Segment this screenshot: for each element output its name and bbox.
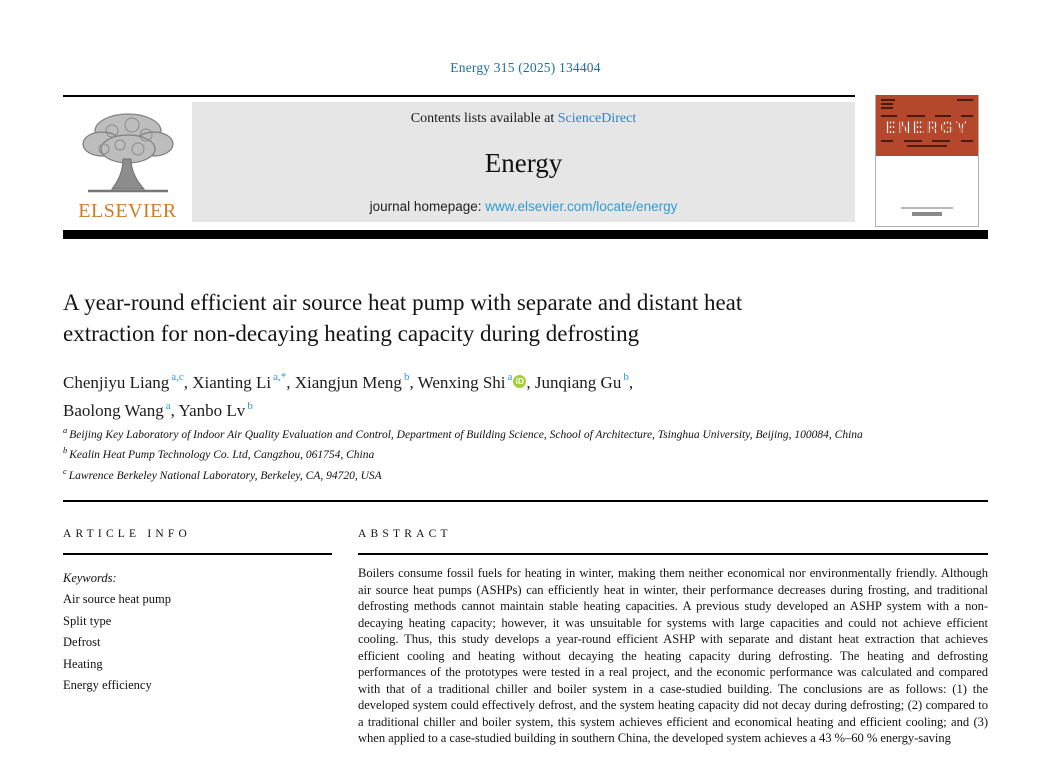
journal-homepage-link[interactable]: www.elsevier.com/locate/energy [485, 199, 678, 214]
author-superscript: a [165, 399, 171, 412]
journal-banner [192, 102, 855, 222]
elsevier-logo [63, 98, 192, 222]
author: Xianting Li $^{a,*}$, [192, 371, 295, 392]
author: Junqiang Gu $^b$, [534, 371, 634, 392]
article-info-heading: ARTICLE INFO [63, 528, 191, 540]
elsevier-wordmark: ELSEVIER [78, 200, 177, 222]
journal-citation-header: Energy 315 (2025) 134404 [450, 60, 601, 75]
contents-lists-text: Contents lists available at [410, 111, 558, 126]
author: Baolong Wang $^a$, [63, 399, 179, 421]
keyword-item: Heating [63, 656, 103, 671]
keyword-item: Air source heat pump [63, 592, 171, 606]
cover-topic-words-row [881, 115, 973, 117]
cover-tagline-bar [907, 145, 947, 147]
abstract-text: Boilers consume fossil fuels for heating in winter, making them neither economical nor environmentally friendly. Although air source heat pumps (ASHPs) can efficiently heat in winter, their performance decreases during frosting, and traditional defrosting methods cannot maintain stable heating capacities. A previous study developed an ASHP system with a non-decaying heating capacity; however, it was unsuitable for systems with large capacities and could not achieve efficient cooling. Thus, this study develops a year-round efficient ASHP with separate and distant heat extraction that achieves efficient cooling and heating without decaying the heating capacity during defrosting. The heating and defrosting performances of the prototypes were tested in a real project, and the economic performance was calculated and compared with that of a traditional chiller and boiler system in a case-studied building. The conclusions are as follows: (1) the developed system could effectively defrost, and the system heating capacity did not decay during defrosting; (2) compared to a traditional chiller and boiler system, this system achieves efficient and economical heating and efficient cooling; and (3) when applied to a case-studied building in southern China, the developed system achieves a 43 %–60 % energy-saving [358, 566, 988, 745]
keyword-item: Energy efficiency [63, 678, 152, 692]
author-superscript: a,c [171, 371, 184, 383]
cover-topic-words-row [881, 140, 973, 142]
keyword-item: Defrost [63, 635, 101, 649]
elsevier-tree-icon [74, 107, 182, 200]
cover-lower-area [876, 156, 978, 225]
cover-footer-text-bar [901, 207, 953, 209]
author-superscript: a [507, 371, 513, 383]
author: Xiangjun Meng $^b$, [294, 371, 418, 392]
author: Wenxing Shi $^a$ iD , [417, 371, 535, 392]
contents-lists-line [192, 111, 855, 127]
cover-sciencedirect-mark [912, 212, 942, 216]
affiliation-list [63, 423, 893, 484]
author-list [63, 366, 893, 423]
keyword-item: Split type [63, 613, 112, 628]
cover-energy-title: ENERGY [881, 118, 973, 138]
black-divider-bar [63, 230, 988, 239]
cover-red-block [876, 95, 978, 156]
article-title [63, 287, 923, 349]
keywords-label: Keywords: [63, 571, 117, 585]
affiliation: $^c$ Lawrence Berkeley National Laboratory, Berkeley, CA, 94720, USA [63, 465, 382, 482]
sciencedirect-link[interactable]: ScienceDirect [557, 111, 637, 126]
journal-name: Energy [484, 148, 563, 178]
article-title-line1: A year-round efficient air source heat pump with separate and distant heat [63, 290, 743, 315]
article-title-line2: extraction for non-decaying heating capacity during defrosting [63, 321, 640, 346]
abstract-heading: ABSTRACT [358, 528, 452, 540]
cover-micro-text-bar [957, 99, 973, 101]
affiliation: $^a$ Beijing Key Laboratory of Indoor Air Quality Evaluation and Control, Department of Building Science, School of Architecture, Tsinghua University, Beijing, 100084, China [63, 425, 863, 441]
article-info-column [63, 524, 332, 747]
author-superscript: b [623, 371, 629, 383]
abstract-rule [358, 553, 988, 555]
abstract-column [358, 524, 988, 747]
affiliation: $^b$ Kealin Heat Pump Technology Co. Ltd, Cangzhou, 061754, China [63, 445, 375, 462]
masthead-top-rule [63, 95, 855, 97]
article-info-rule [63, 553, 332, 555]
orcid-icon[interactable]: iD [513, 375, 526, 388]
author: Chenjiyu Liang $^{a,c}$, [63, 371, 193, 392]
homepage-line [192, 199, 855, 214]
author: Yanbo Lv $^b$ [178, 399, 253, 421]
journal-cover-thumbnail [875, 95, 979, 227]
author-superscript: b [247, 399, 253, 412]
cover-micro-text-bars [881, 99, 895, 109]
author-superscript: b [403, 371, 410, 383]
author-superscript: a,* [273, 371, 287, 383]
section-divider-rule [63, 500, 988, 502]
homepage-prefix-text: journal homepage: [369, 199, 486, 214]
